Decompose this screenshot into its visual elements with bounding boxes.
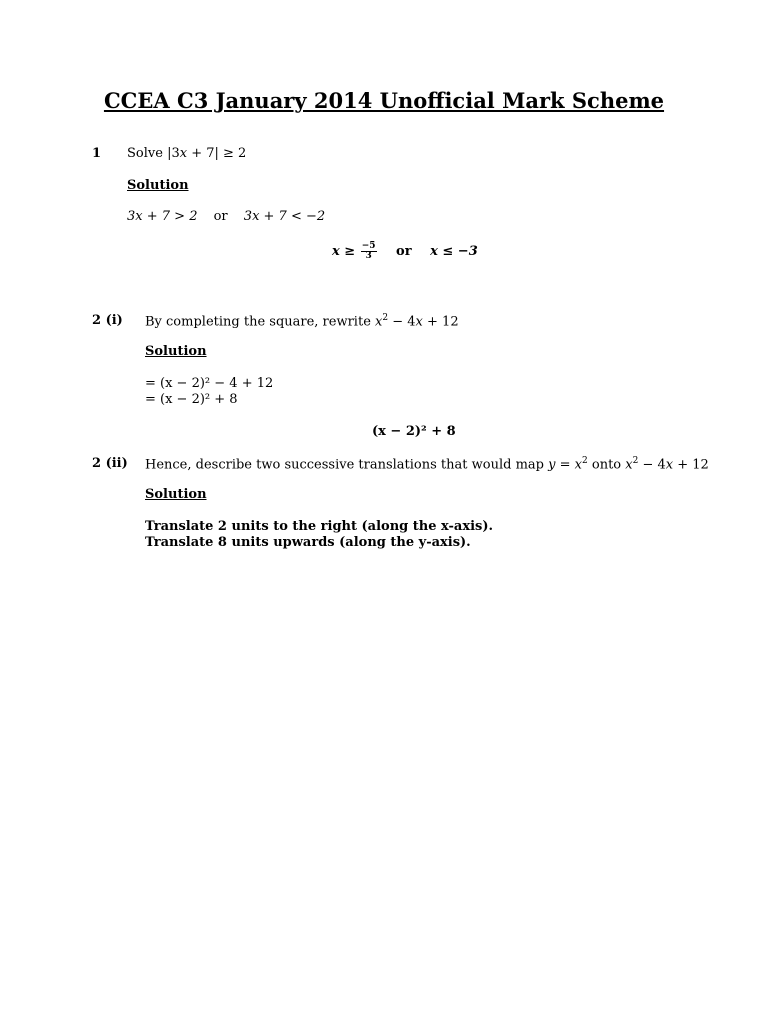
question-number-1: 1: [92, 146, 102, 161]
q1-answer-or: or: [396, 244, 412, 259]
q1-step: [127, 209, 325, 224]
q2ii-prompt-start: Hence, describe two successive translations that would map: [145, 457, 544, 473]
q1-step-or: or: [213, 209, 228, 224]
q1-prompt-text: Solve: [127, 146, 163, 161]
q2ii-answer-line-2: Translate 8 units upwards (along the y-axis).: [145, 535, 471, 550]
q1-answer-fraction: [361, 242, 377, 261]
q2i-answer: (x − 2)² + 8: [372, 424, 456, 439]
fraction-numerator: −5: [361, 241, 376, 251]
page-title: CCEA C3 January 2014 Unofficial Mark Scheme: [103, 88, 665, 113]
q1-answer-b: x ≤ −3: [430, 244, 478, 259]
q2ii-prompt-mid: onto: [591, 457, 622, 473]
q2i-working-line-2: = (x − 2)² + 8: [145, 392, 238, 407]
q2i-working-line-1: = (x − 2)² − 4 + 12: [145, 376, 274, 391]
q2i-prompt-text: By completing the square, rewrite: [145, 314, 371, 330]
q1-step-left: 3x + 7 > 2: [127, 209, 198, 224]
q2ii-answer-line-1: Translate 2 units to the right (along the x-axis).: [145, 519, 494, 534]
q1-answer-a-lhs: x ≥: [332, 244, 356, 259]
q1-step-right: 3x + 7 < −2: [243, 209, 326, 224]
q2ii-solution-heading: Solution: [145, 487, 207, 502]
q1-prompt: Solve |3x + 7| ≥ 2: [127, 146, 247, 161]
q2i-prompt: By completing the square, rewrite $x^2 - 4x + 12$: [145, 313, 459, 330]
q2ii-prompt: Hence, describe two successive translations that would map $y = x^2$ onto $x^2 - 4x + 12$: [145, 456, 709, 473]
q1-solution-heading: Solution: [127, 178, 189, 193]
question-number-2ii: 2 (ii): [92, 456, 128, 471]
q2i-solution-heading: Solution: [145, 344, 207, 359]
q1-answer: [332, 242, 478, 261]
fraction-denominator: 3: [365, 251, 372, 261]
question-number-2i: 2 (i): [92, 313, 123, 328]
